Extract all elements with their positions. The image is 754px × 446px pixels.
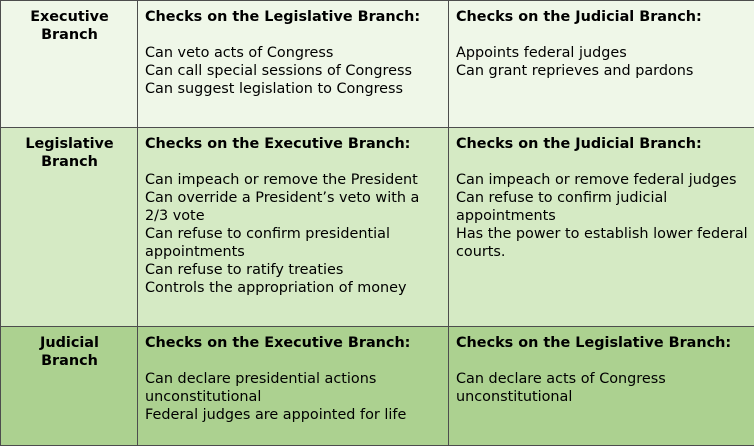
check-item: Can impeach or remove federal judges	[456, 171, 748, 189]
branch-word: Branch	[8, 26, 131, 44]
check-item: Appoints federal judges	[456, 44, 748, 62]
checks-cell-executive-on-judicial	[449, 1, 754, 128]
check-item: Can refuse to ratify treaties	[145, 261, 442, 279]
checks-cell-judicial-on-executive	[138, 327, 449, 446]
branch-cell-legislative	[1, 128, 138, 327]
check-item: Can declare presidential actions unconstitutional	[145, 370, 442, 406]
check-item: Federal judges are appointed for life	[145, 406, 442, 424]
row-judicial	[1, 327, 754, 446]
checks-cell-executive-on-legislative	[138, 1, 449, 128]
row-legislative	[1, 128, 754, 327]
checks-cell-legislative-on-judicial	[449, 128, 754, 327]
branch-cell-judicial	[1, 327, 138, 446]
checks-cell-legislative-on-executive	[138, 128, 449, 327]
checks-heading: Checks on the Executive Branch:	[145, 135, 442, 153]
checks-heading: Checks on the Judicial Branch:	[456, 8, 748, 26]
checks-cell-judicial-on-legislative	[449, 327, 754, 446]
check-item: Can refuse to confirm presidential appointments	[145, 225, 442, 261]
check-item: Can refuse to confirm judicial appointments	[456, 189, 748, 225]
branch-word: Branch	[8, 153, 131, 171]
branch-name: Judicial	[8, 334, 131, 352]
check-item: Controls the appropriation of money	[145, 279, 442, 297]
row-executive	[1, 1, 754, 128]
check-item: Can override a President’s veto with a 2/3 vote	[145, 189, 442, 225]
check-item: Can declare acts of Congress unconstitutional	[456, 370, 748, 406]
checks-heading: Checks on the Legislative Branch:	[145, 8, 442, 26]
branch-name: Executive	[8, 8, 131, 26]
check-item: Has the power to establish lower federal courts.	[456, 225, 748, 261]
check-item: Can suggest legislation to Congress	[145, 80, 442, 98]
branch-name: Legislative	[8, 135, 131, 153]
check-item: Can impeach or remove the President	[145, 171, 442, 189]
checks-heading: Checks on the Legislative Branch:	[456, 334, 748, 352]
check-item: Can veto acts of Congress	[145, 44, 442, 62]
branch-word: Branch	[8, 352, 131, 370]
branch-cell-executive	[1, 1, 138, 128]
checks-heading: Checks on the Judicial Branch:	[456, 135, 748, 153]
check-item: Can call special sessions of Congress	[145, 62, 442, 80]
check-item: Can grant reprieves and pardons	[456, 62, 748, 80]
checks-heading: Checks on the Executive Branch:	[145, 334, 442, 352]
